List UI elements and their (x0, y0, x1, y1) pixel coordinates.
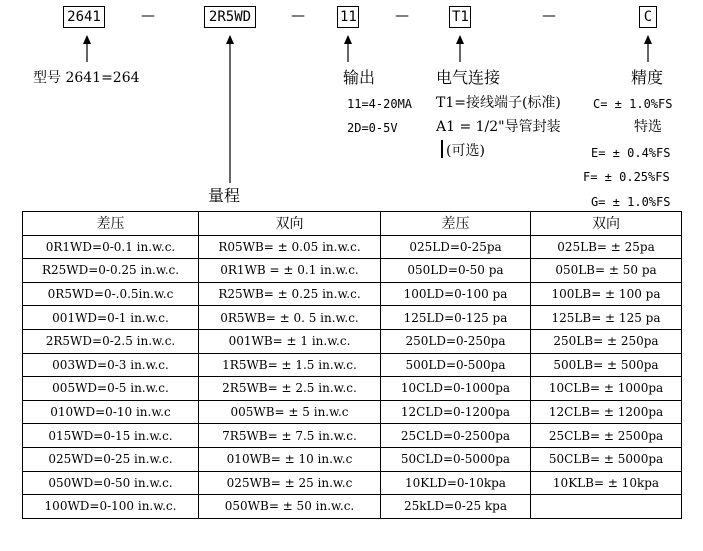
table-cell: R25WD=0-0.25 in.w.c. (23, 259, 199, 283)
connection-marker (441, 140, 443, 158)
table-row (23, 353, 682, 377)
table-cell: 250LD=0-250pa (381, 329, 531, 353)
table-cell: 005WB= ± 5 in.w.c (199, 400, 381, 424)
table-cell: 500LB= ± 500pa (531, 353, 682, 377)
accuracy-option-4: G= ± 1.0%FS (591, 195, 671, 209)
table-cell: 50CLD=0-5000pa (381, 447, 531, 471)
table-cell: 0R1WB = ± 0.1 in.w.c. (199, 259, 381, 283)
accuracy-special: 特选 (634, 119, 662, 135)
table-row (23, 471, 682, 495)
table-cell: 12CLD=0-1200pa (381, 400, 531, 424)
table-cell: 050LB= ± 50 pa (531, 259, 682, 283)
model-code-box-5: C (639, 6, 657, 28)
model-code-box-4: T1 (449, 6, 471, 28)
table-cell: 125LB= ± 125 pa (531, 306, 682, 330)
table-cell: 2R5WB= ± 2.5 in.w.c. (199, 377, 381, 401)
header-diff-pressure-2: 差压 (381, 212, 531, 236)
table-cell: 500LD=0-500pa (381, 353, 531, 377)
accuracy-option-3: F= ± 0.25%FS (583, 170, 670, 184)
table-cell: 2R5WD=0-2.5 in.w.c. (23, 329, 199, 353)
table-cell: 025LD=0-25pa (381, 235, 531, 259)
separator-4: — (542, 8, 556, 24)
table-cell: 10CLD=0-1000pa (381, 377, 531, 401)
separator-3: — (395, 8, 409, 24)
output-option-2: 2D=0-5V (347, 121, 398, 135)
table-cell: 0R5WB= ± 0. 5 in.w.c. (199, 306, 381, 330)
table-cell: 010WD=0-10 in.w.c (23, 400, 199, 424)
table-cell: 100LB= ± 100 pa (531, 282, 682, 306)
table-header-row (23, 212, 682, 236)
separator-1: — (141, 8, 155, 24)
table-cell: R05WB= ± 0.05 in.w.c. (199, 235, 381, 259)
table-cell: 010WB= ± 10 in.w.c (199, 447, 381, 471)
table-cell: 001WB= ± 1 in.w.c. (199, 329, 381, 353)
table-row (23, 400, 682, 424)
table-cell: 050WB= ± 50 in.w.c. (199, 495, 381, 519)
table-cell: 12CLB= ± 1200pa (531, 400, 682, 424)
header-diff-pressure-1: 差压 (23, 212, 199, 236)
connection-option-1: T1=接线端子(标准) (436, 95, 561, 111)
output-title: 输出 (343, 68, 376, 87)
table-row (23, 424, 682, 448)
table-cell: 10CLB= ± 1000pa (531, 377, 682, 401)
table-cell: 10KLD=0-10kpa (381, 471, 531, 495)
table-cell: R25WB= ± 0.25 in.w.c. (199, 282, 381, 306)
table-cell: 250LB= ± 250pa (531, 329, 682, 353)
table-cell: 100LD=0-100 pa (381, 282, 531, 306)
header-bidirectional-1: 双向 (199, 212, 381, 236)
table-cell: 7R5WB= ± 7.5 in.w.c. (199, 424, 381, 448)
table-cell: 25kLD=0-25 kpa (381, 495, 531, 519)
table-cell: 050WD=0-50 in.w.c. (23, 471, 199, 495)
table-row (23, 259, 682, 283)
table-row (23, 329, 682, 353)
accuracy-option-1: C= ± 1.0%FS (593, 97, 673, 111)
connection-title: 电气连接 (436, 68, 501, 87)
header-bidirectional-2: 双向 (531, 212, 682, 236)
table-cell: 50CLB= ± 5000pa (531, 447, 682, 471)
range-table (22, 211, 682, 519)
table-row (23, 447, 682, 471)
table-cell: 025WB= ± 25 in.w.c (199, 471, 381, 495)
connection-option-3: (可选) (446, 143, 485, 159)
table-row (23, 377, 682, 401)
output-option-1: 11=4-20MA (347, 97, 413, 111)
table-row (23, 306, 682, 330)
table-cell: 1R5WB= ± 1.5 in.w.c. (199, 353, 381, 377)
table-cell: 005WD=0-5 in.w.c. (23, 377, 199, 401)
accuracy-title: 精度 (631, 68, 664, 87)
table-row (23, 495, 682, 519)
connection-option-2: A1 = 1/2"导管封装 (436, 119, 561, 135)
range-title: 量程 (208, 186, 241, 205)
model-code-box-3: 11 (337, 6, 359, 28)
table-cell: 10KLB= ± 10kpa (531, 471, 682, 495)
table-cell: 125LD=0-125 pa (381, 306, 531, 330)
table-cell: 015WD=0-15 in.w.c. (23, 424, 199, 448)
accuracy-option-2: E= ± 0.4%FS (591, 146, 671, 160)
table-cell: 003WD=0-3 in.w.c. (23, 353, 199, 377)
table-cell (531, 495, 682, 519)
table-cell: 0R1WD=0-0.1 in.w.c. (23, 235, 199, 259)
table-cell: 0R5WD=0-.0.5in.w.c (23, 282, 199, 306)
model-code-box-1: 2641 (63, 6, 105, 28)
separator-2: — (291, 8, 305, 24)
model-label: 型号 2641=264 (33, 70, 140, 86)
table-cell: 050LD=0-50 pa (381, 259, 531, 283)
table-cell: 25CLB= ± 2500pa (531, 424, 682, 448)
table-row (23, 235, 682, 259)
model-code-box-2: 2R5WD (204, 6, 256, 28)
table-cell: 025WD=0-25 in.w.c. (23, 447, 199, 471)
table-cell: 025LB= ± 25pa (531, 235, 682, 259)
table-cell: 25CLD=0-2500pa (381, 424, 531, 448)
table-cell: 001WD=0-1 in.w.c. (23, 306, 199, 330)
table-row (23, 282, 682, 306)
table-cell: 100WD=0-100 in.w.c. (23, 495, 199, 519)
